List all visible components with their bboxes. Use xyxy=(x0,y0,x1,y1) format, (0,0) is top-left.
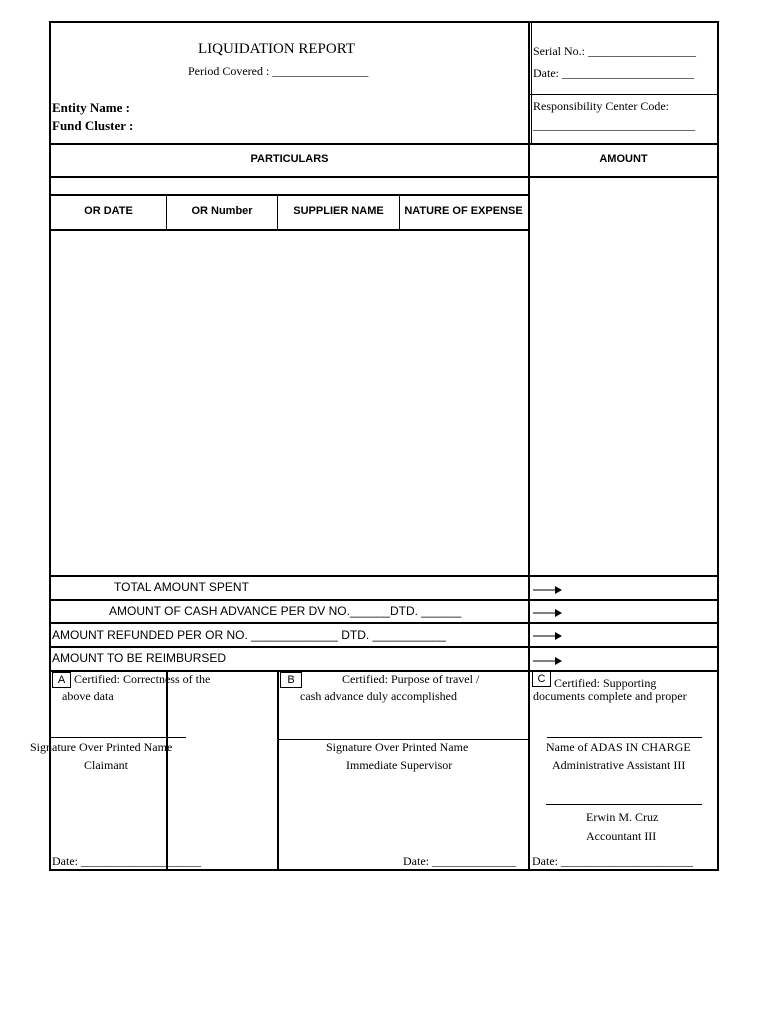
serial-no xyxy=(533,44,696,59)
cert-a-letter: A xyxy=(52,672,71,688)
cert-b-letter: B xyxy=(280,672,302,688)
cert-b-line1: Certified: Purpose of travel / xyxy=(342,672,480,686)
arrow-right-icon xyxy=(533,630,563,640)
total-amount-spent-label: TOTAL AMOUNT SPENT xyxy=(114,580,249,594)
divider-header-inner xyxy=(531,21,532,143)
serial-label: Serial No.: xyxy=(533,44,585,58)
rcc-blank[interactable]: ___________________________ xyxy=(533,118,695,132)
header-date-label: Date: xyxy=(533,66,559,80)
column-nature-of-expense: NATURE OF EXPENSE xyxy=(404,205,523,217)
cert-a-line2: above data xyxy=(62,689,114,703)
cert-b-role: Immediate Supervisor xyxy=(346,758,453,772)
fund-cluster-label: Fund Cluster : xyxy=(52,118,134,133)
cert-c-date[interactable]: Date: ______________________ xyxy=(532,854,693,868)
period-blank[interactable]: ________________ xyxy=(272,64,369,78)
amount-reimbursed-label: AMOUNT TO BE REIMBURSED xyxy=(52,651,227,665)
arrow-right-icon xyxy=(533,584,563,594)
entity-name-label: Entity Name : xyxy=(52,100,130,115)
cert-divider-1 xyxy=(166,670,168,871)
cert-b-signature-label: Signature Over Printed Name xyxy=(326,740,469,754)
hline-totals-4 xyxy=(49,646,719,648)
hline-header-bottom xyxy=(49,143,719,145)
arrow-right-icon xyxy=(533,607,563,617)
column-supplier-name: SUPPLIER NAME xyxy=(293,205,384,217)
cert-a-date[interactable]: Date: ____________________ xyxy=(52,854,201,868)
cert-c-role2: Accountant III xyxy=(586,829,657,843)
border-bottom xyxy=(49,869,719,871)
cert-b-date[interactable]: Date: ______________ xyxy=(403,854,516,868)
particulars-header: PARTICULARS xyxy=(250,153,329,165)
hline-particulars-bottom xyxy=(49,176,719,178)
cert-c-letter: C xyxy=(532,671,551,687)
divider-amount xyxy=(528,21,530,871)
cert-a-signature-label: Signature Over Printed Name xyxy=(30,740,173,754)
page-title: LIQUIDATION REPORT xyxy=(198,41,356,57)
border-top xyxy=(49,21,719,23)
hline-totals-1 xyxy=(49,575,719,577)
period-covered xyxy=(188,64,368,79)
cert-c-signature-line-2 xyxy=(546,804,702,805)
cert-c-line2: documents complete and proper xyxy=(533,689,687,703)
cert-divider-2 xyxy=(277,670,279,871)
header-date-blank[interactable]: ______________________ xyxy=(562,66,694,80)
period-label: Period Covered : xyxy=(188,64,270,78)
amount-refunded-label: AMOUNT REFUNDED PER OR NO. _____________ DTD. ___________ xyxy=(52,628,446,642)
column-or-date: OR DATE xyxy=(84,205,133,217)
border-right xyxy=(717,21,719,871)
cert-a-signature-line xyxy=(51,737,186,738)
cert-c-role1: Administrative Assistant III xyxy=(552,758,686,772)
cash-advance-label: AMOUNT OF CASH ADVANCE PER DV NO.______DTD. ______ xyxy=(109,604,462,618)
rcc-label: Responsibility Center Code: xyxy=(533,99,669,113)
amount-header: AMOUNT xyxy=(599,153,648,165)
cert-a-line1: Certified: Correctness of the xyxy=(74,672,211,686)
hline-totals-3 xyxy=(49,622,719,624)
hline-totals-2 xyxy=(49,599,719,601)
hline-right-date xyxy=(530,94,719,95)
cert-c-line1: Certified: Supporting xyxy=(554,676,657,690)
hline-blank-row xyxy=(49,194,530,196)
cert-a-role: Claimant xyxy=(84,758,128,772)
header-date xyxy=(533,66,694,81)
hline-columns-bottom xyxy=(49,229,530,231)
cert-c-name2: Erwin M. Cruz xyxy=(586,810,659,824)
arrow-right-icon xyxy=(533,655,563,665)
cert-b-line2: cash advance duly accomplished xyxy=(300,689,457,703)
serial-blank[interactable]: __________________ xyxy=(588,44,696,58)
column-or-number: OR Number xyxy=(191,205,253,217)
cert-c-signature-line-1 xyxy=(547,737,702,738)
cert-c-name1: Name of ADAS IN CHARGE xyxy=(546,740,691,754)
